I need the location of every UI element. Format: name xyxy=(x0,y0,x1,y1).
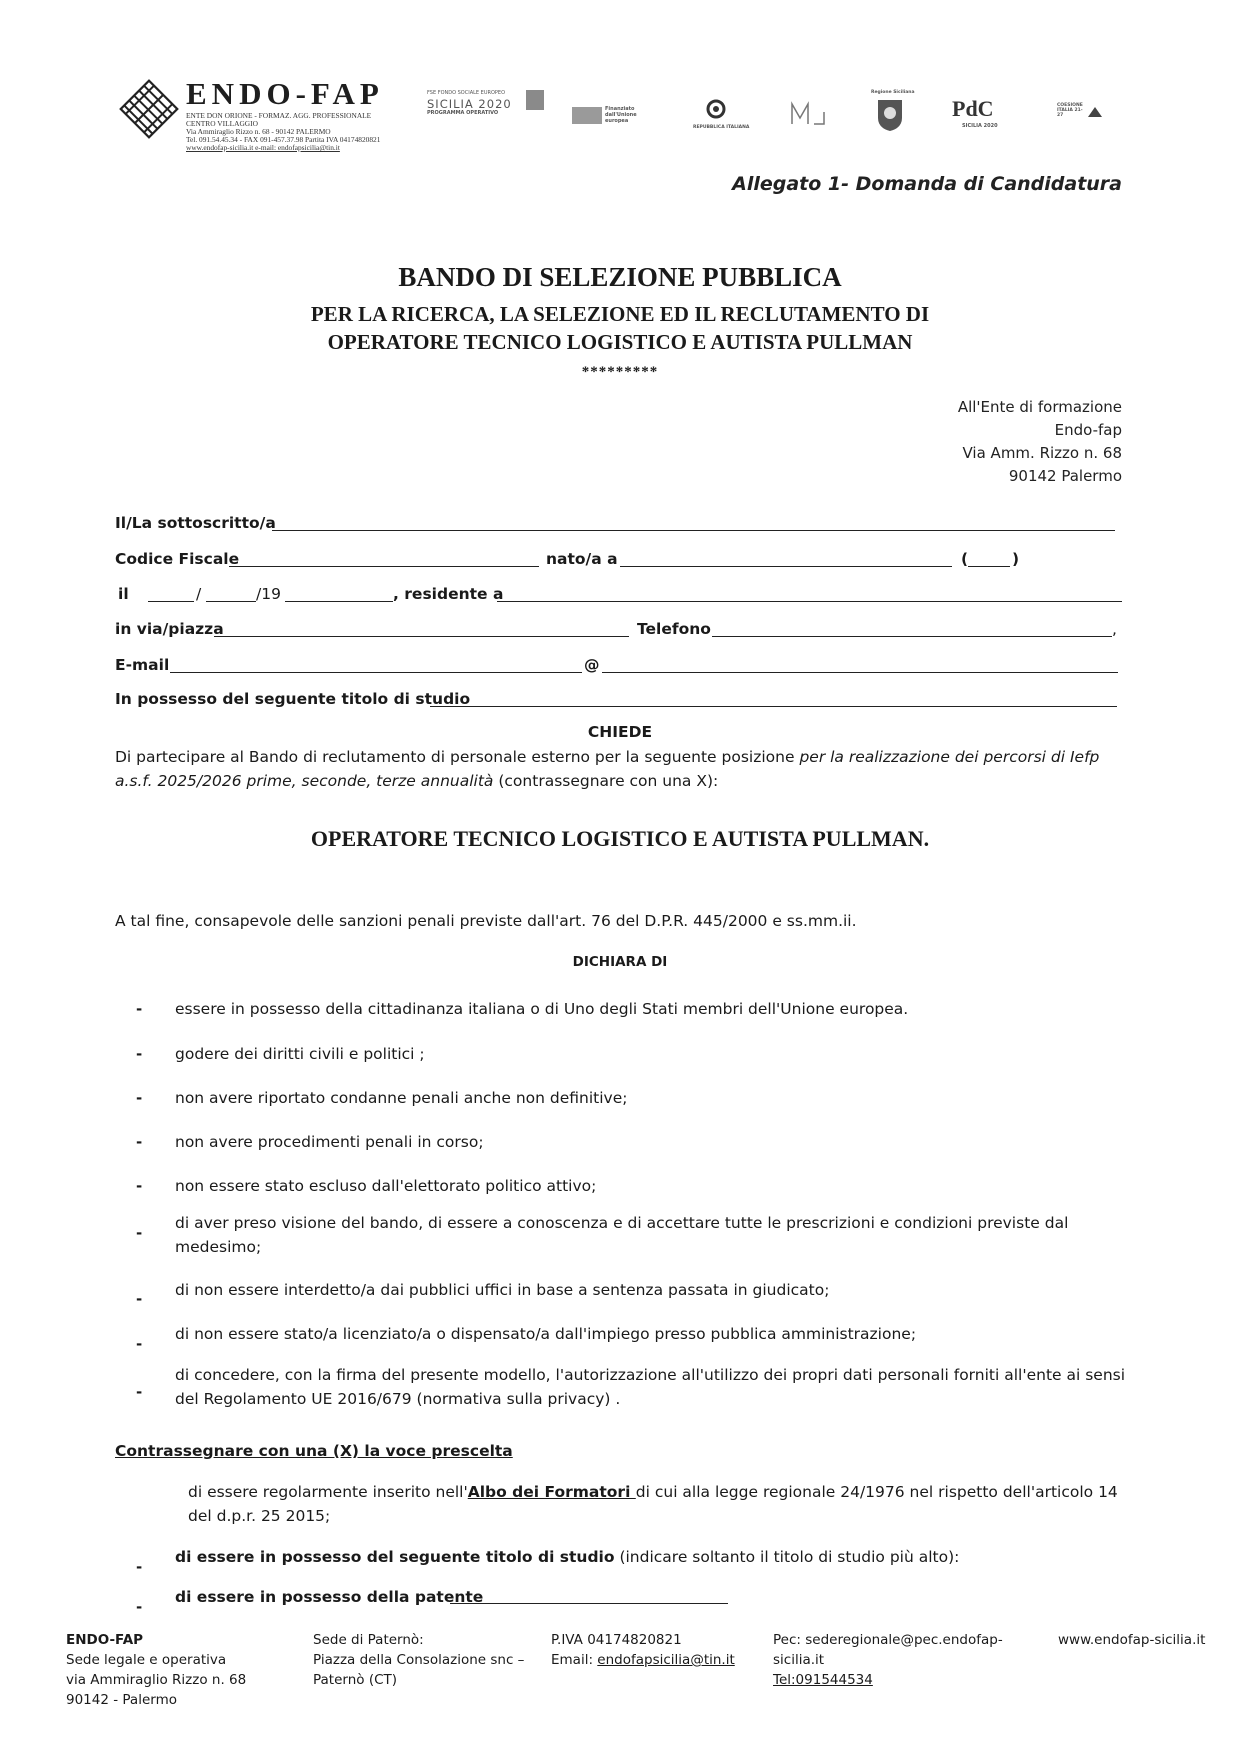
sottoscritto-field[interactable] xyxy=(272,530,1115,531)
telefono-comma: , xyxy=(1112,620,1117,638)
titolo-option[interactable] xyxy=(175,1545,1135,1569)
luogo-nascita-field[interactable] xyxy=(620,566,952,567)
footer-piva: P.IVA 04174820821 xyxy=(551,1632,682,1648)
logo-line: www.endofap-sicilia.it e-mail: endofapsicilia@tin.it xyxy=(186,143,340,152)
mese-field[interactable] xyxy=(206,601,256,602)
declaration-item: non avere riportato condanne penali anche non definitive; xyxy=(175,1089,628,1107)
paren-close: ) xyxy=(1012,550,1020,568)
codice-fiscale-field[interactable] xyxy=(229,566,539,567)
anno-field[interactable] xyxy=(285,601,393,602)
albo-link: Albo dei Formatori xyxy=(467,1483,636,1501)
recipient-line: 90142 Palermo xyxy=(1008,467,1122,485)
bullet: - xyxy=(136,1045,143,1063)
footer-pec[interactable]: Pec: sederegionale@pec.endofap- xyxy=(773,1632,1003,1648)
repubblica-logo-text: REPUBBLICA ITALIANA xyxy=(693,125,750,130)
email-at-sign: @ xyxy=(584,656,600,674)
footer-email-link[interactable]: endofapsicilia@tin.it xyxy=(597,1652,735,1668)
via-field[interactable] xyxy=(214,636,629,637)
position-title: OPERATORE TECNICO LOGISTICO E AUTISTA PULLMAN. xyxy=(310,826,930,851)
eu-flag-icon xyxy=(572,107,602,124)
premise-text: A tal fine, consapevole delle sanzioni penali previste dall'art. 76 del D.P.R. 445/2000 e ss.mm.ii. xyxy=(115,912,857,930)
logo-title: ENDO-FAP xyxy=(186,76,384,111)
bullet: - xyxy=(136,1598,143,1616)
eu-logo-text: Finanziato dall'Unione europea xyxy=(605,106,637,124)
patente-field[interactable] xyxy=(450,1603,728,1604)
footer-col-paterno xyxy=(313,1630,524,1690)
fse-logo-line: FSE FONDO SOCIALE EUROPEO xyxy=(427,90,506,96)
footer-col-fiscal xyxy=(551,1630,735,1670)
ministry-logo-icon xyxy=(790,100,832,130)
via-label: in via/piazza xyxy=(115,620,224,638)
bullet: - xyxy=(136,1558,143,1576)
fse-logo-line: PROGRAMMA OPERATIVO xyxy=(427,110,499,116)
residente-label: , residente a xyxy=(393,585,504,603)
coesione-arrow-icon xyxy=(1087,104,1103,118)
endofap-logo-icon xyxy=(118,78,180,140)
pdc-logo-sub: SICILIA 2020 xyxy=(962,123,998,129)
data-nascita-label: il xyxy=(118,585,129,603)
logo-line: Tel. 091.54.45.34 - FAX 091-457.37.98 Partita IVA 04174820821 xyxy=(186,135,381,144)
logo-line: ENTE DON ORIONE - FORMAZ. AGG. PROFESSIONALE xyxy=(186,111,372,120)
recipient-line: All'Ente di formazione xyxy=(957,398,1122,416)
page-subtitle: OPERATORE TECNICO LOGISTICO E AUTISTA PULLMAN xyxy=(327,330,913,354)
chiede-text-italic: per la realizzazione dei percorsi di Iefp a.s.f. 2025/2026 prime, seconde, terze annualità xyxy=(115,748,1100,790)
footer-line: Piazza della Consolazione snc – xyxy=(313,1652,525,1668)
fse-emblem-icon xyxy=(526,90,544,110)
footer-line: Paternò (CT) xyxy=(313,1672,398,1688)
date-separator: / xyxy=(196,585,202,603)
declaration-item: di non essere stato/a licenziato/a o dispensato/a dall'impiego presso pubblica amministrazione; xyxy=(175,1325,917,1343)
recipient-line: Endo-fap xyxy=(1054,421,1122,439)
coesione-logo-text: COESIONE ITALIA 21-27 xyxy=(1057,103,1083,118)
declaration-item: godere dei diritti civili e politici ; xyxy=(175,1045,425,1063)
giorno-field[interactable] xyxy=(148,601,194,602)
regione-shield-icon xyxy=(876,98,904,132)
footer-org: ENDO-FAP xyxy=(66,1632,144,1648)
repubblica-emblem-icon xyxy=(705,98,727,120)
titolo-option-rest: (indicare soltanto il titolo di studio più alto): xyxy=(614,1548,960,1566)
footer-col-legal xyxy=(66,1630,246,1710)
declaration-item: non avere procedimenti penali in corso; xyxy=(175,1133,484,1151)
email-user-field[interactable] xyxy=(170,672,582,673)
patente-label: di essere in possesso della patente xyxy=(175,1588,484,1606)
logo-line: Via Ammiraglio Rizzo n. 68 - 90142 PALERMO xyxy=(186,127,331,136)
email-label: E-mail xyxy=(115,656,170,674)
page-title: BANDO DI SELEZIONE PUBBLICA xyxy=(398,262,842,292)
bullet: - xyxy=(136,1383,143,1401)
footer-pec: sicilia.it xyxy=(773,1652,825,1668)
pdc-logo-text: PdC xyxy=(952,96,994,121)
chiede-heading: CHIEDE xyxy=(587,723,653,741)
bullet: - xyxy=(136,1133,143,1151)
title-separator: ********* xyxy=(581,364,659,380)
footer-line: via Ammiraglio Rizzo n. 68 xyxy=(66,1672,247,1688)
chiede-text xyxy=(115,745,1125,793)
bullet: - xyxy=(136,1089,143,1107)
footer-line: 90142 - Palermo xyxy=(66,1692,177,1708)
footer-website[interactable]: www.endofap-sicilia.it xyxy=(1058,1632,1206,1648)
selection-note: Contrassegnare con una (X) la voce prescelta xyxy=(115,1442,513,1460)
dichiara-heading: DICHIARA DI xyxy=(572,954,668,970)
declaration-item: di aver preso visione del bando, di essere a conoscenza e di accettare tutte le prescrizioni e condizioni previste dal medesimo; xyxy=(175,1214,1069,1256)
bullet: - xyxy=(136,1290,143,1308)
codice-fiscale-label: Codice Fiscale xyxy=(115,550,240,568)
telefono-field[interactable] xyxy=(712,636,1112,637)
titolo-studio-label: In possesso del seguente titolo di studio xyxy=(115,690,471,708)
declaration-item: non essere stato escluso dall'elettorato politico attivo; xyxy=(175,1177,597,1195)
bullet: - xyxy=(136,1224,143,1242)
albo-option[interactable] xyxy=(188,1480,1133,1528)
bullet: - xyxy=(136,1177,143,1195)
email-domain-field[interactable] xyxy=(602,672,1118,673)
footer-col-contact xyxy=(773,1630,1003,1690)
albo-text-b: di cui alla legge regionale 24/1976 nel rispetto dell'articolo 14 del d.p.r. 25 2015; xyxy=(188,1483,1118,1525)
logo-line: CENTRO VILLAGGIO xyxy=(186,119,258,128)
titolo-option-bold: di essere in possesso del seguente titolo di studio xyxy=(175,1548,615,1566)
declaration-item: di concedere, con la firma del presente modello, l'autorizzazione all'utilizzo dei propri dati personali forniti all'ente ai sensi del Regolamento UE 2016/679 (normativa sulla privacy) . xyxy=(175,1366,1126,1408)
provincia-field[interactable] xyxy=(968,566,1010,567)
footer-line: Sede legale e operativa xyxy=(66,1652,227,1668)
fse-logo-line: SICILIA 2020 xyxy=(427,97,512,111)
chiede-text-a: Di partecipare al Bando di reclutamento di personale esterno per la seguente posizione xyxy=(115,748,800,766)
footer-line: Sede di Paternò: xyxy=(313,1632,424,1648)
albo-text-a: di essere regolarmente inserito nell' xyxy=(188,1483,468,1501)
nato-label: nato/a a xyxy=(546,550,618,568)
sottoscritto-label: Il/La sottoscritto/a xyxy=(115,514,276,532)
regione-logo-text: Regione Siciliana xyxy=(871,90,915,95)
declaration-item: di non essere interdetto/a dai pubblici uffici in base a sentenza passata in giudicato; xyxy=(175,1281,830,1299)
bullet: - xyxy=(136,1000,143,1018)
chiede-text-b: (contrassegnare con una X): xyxy=(493,772,719,790)
declaration-item: essere in possesso della cittadinanza italiana o di Uno degli Stati membri dell'Unione europea. xyxy=(175,1000,909,1018)
paren-open: ( xyxy=(961,550,969,568)
telefono-label: Telefono xyxy=(637,620,711,638)
titolo-studio-field[interactable] xyxy=(430,706,1117,707)
recipient-line: Via Amm. Rizzo n. 68 xyxy=(962,444,1122,462)
year-prefix: /19 xyxy=(256,585,281,603)
bullet: - xyxy=(136,1335,143,1353)
footer-tel-link[interactable]: Tel:091544534 xyxy=(773,1672,873,1688)
footer-email-label: Email: xyxy=(551,1652,598,1668)
allegato-label: Allegato 1- Domanda di Candidatura xyxy=(732,173,1122,195)
residenza-field[interactable] xyxy=(497,601,1122,602)
page-subtitle: PER LA RICERCA, LA SELEZIONE ED IL RECLUTAMENTO DI xyxy=(310,302,930,326)
